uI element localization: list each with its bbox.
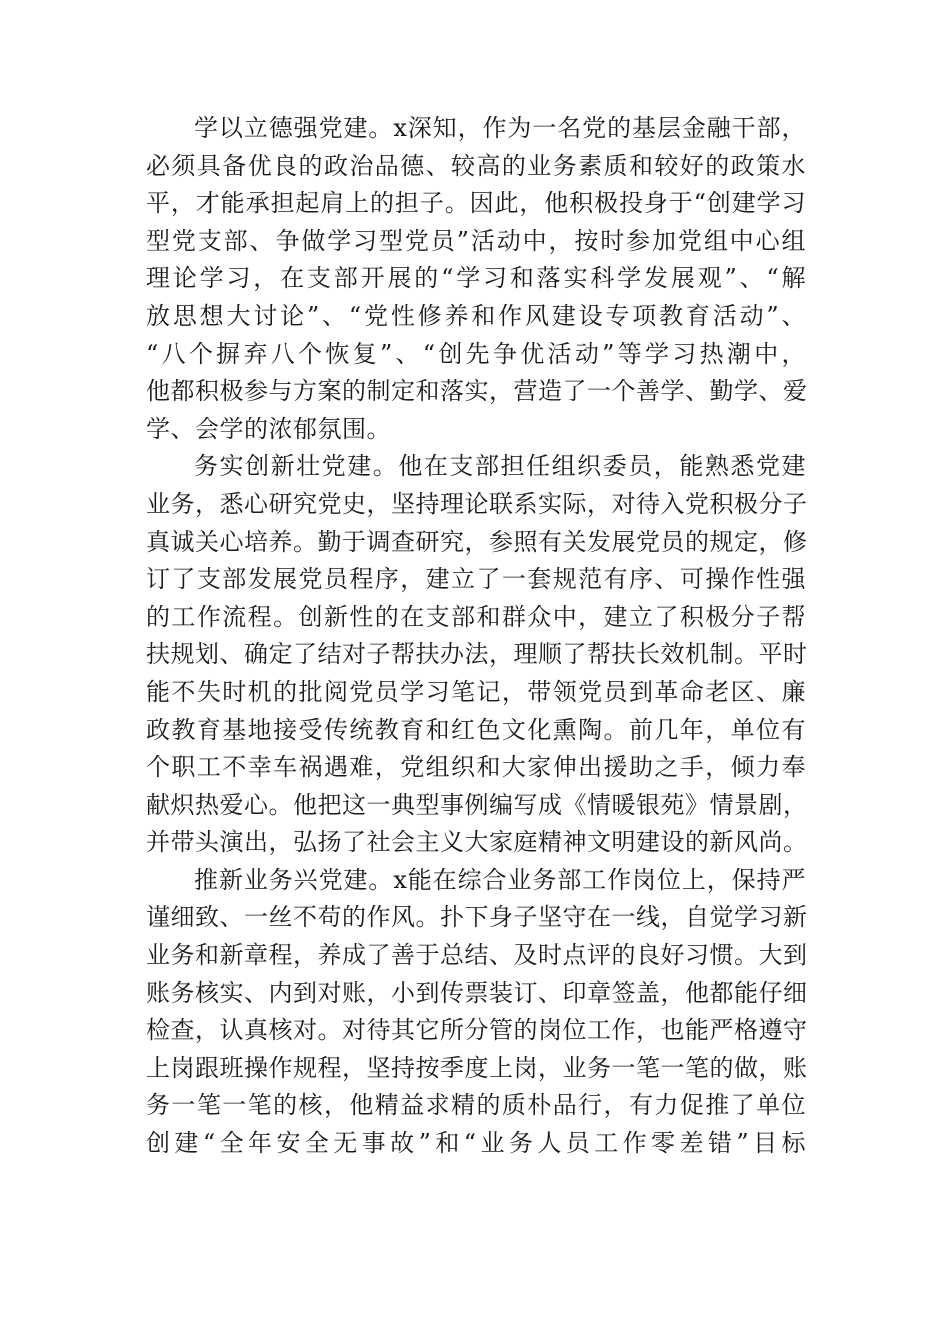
text-line: 并带头演出，弘扬了社会主义大家庭精神文明建设的新风尚。 [146,828,808,857]
paragraph-1 [146,110,806,448]
paragraph-2 [146,448,806,862]
paragraph-3 [146,862,806,1163]
text-line: 订了支部发展党员程序，建立了一套规范有序、可操作性强 [146,565,806,594]
text-line: 检查，认真核对。对待其它所分管的岗位工作，也能严格遵守 [146,1016,808,1045]
document-page [146,110,806,1163]
text-line: 平，才能承担起肩上的担子。因此，他积极投身于“创建学习 [146,189,806,218]
text-line: 政教育基地接受传统教育和红色文化熏陶。前几年，单位有 [146,715,806,744]
text-line: “八个摒弃八个恢复”、“创先争优活动”等学习热潮中， [146,339,806,368]
text-line: 账务核实、内到对账，小到传票装订、印章签盖，他都能仔细 [146,978,808,1007]
text-line: 真诚关心培养。勤于调查研究，参照有关发展党员的规定，修 [146,527,808,556]
text-line: 献炽热爱心。他把这一典型事例编写成《情暖银苑》情景剧， [146,790,808,819]
text-line: 推新业务兴党建。x能在综合业务部工作岗位上，保持严 [194,865,806,894]
text-line: 必须具备优良的政治品德、较高的业务素质和较好的政策水 [146,151,806,180]
text-line: 学、会学的浓郁氛围。 [146,414,391,443]
text-line: 业务，悉心研究党史，坚持理论联系实际，对待入党积极分子 [146,489,808,518]
text-line: 的工作流程。创新性的在支部和群众中，建立了积极分子帮 [146,602,806,631]
text-line: 务实创新壮党建。他在支部担任组织委员，能熟悉党建 [194,452,806,481]
text-line: 谨细致、一丝不苟的作风。扑下身子坚守在一线，自觉学习新 [146,903,808,932]
text-line: 业务和新章程，养成了善于总结、及时点评的良好习惯。大到 [146,941,808,970]
text-line: 上岗跟班操作规程，坚持按季度上岗，业务一笔一笔的做，账 [146,1053,808,1082]
text-line: 他都积极参与方案的制定和落实，营造了一个善学、勤学、爱 [146,377,808,406]
text-line: 学以立德强党建。x深知，作为一名党的基层金融干部， [194,114,806,142]
text-line: 理论学习，在支部开展的“学习和落实科学发展观”、“解 [146,264,806,293]
text-line: 创建“全年安全无事故”和“业务人员工作零差错”目标 [146,1129,806,1158]
text-line: 务一笔一笔的核，他精益求精的质朴品行，有力促推了单位 [146,1091,806,1120]
text-line: 能不失时机的批阅党员学习笔记，带领党员到革命老区、廉 [146,677,806,706]
text-line: 放思想大讨论”、“党性修养和作风建设专项教育活动”、 [146,301,806,330]
text-line: 个职工不幸车祸遇难，党组织和大家伸出援助之手，倾力奉 [146,753,806,782]
text-line: 扶规划、确定了结对子帮扶办法，理顺了帮扶长效机制。平时 [146,640,808,669]
text-line: 型党支部、争做学习型党员”活动中，按时参加党组中心组 [146,226,806,255]
